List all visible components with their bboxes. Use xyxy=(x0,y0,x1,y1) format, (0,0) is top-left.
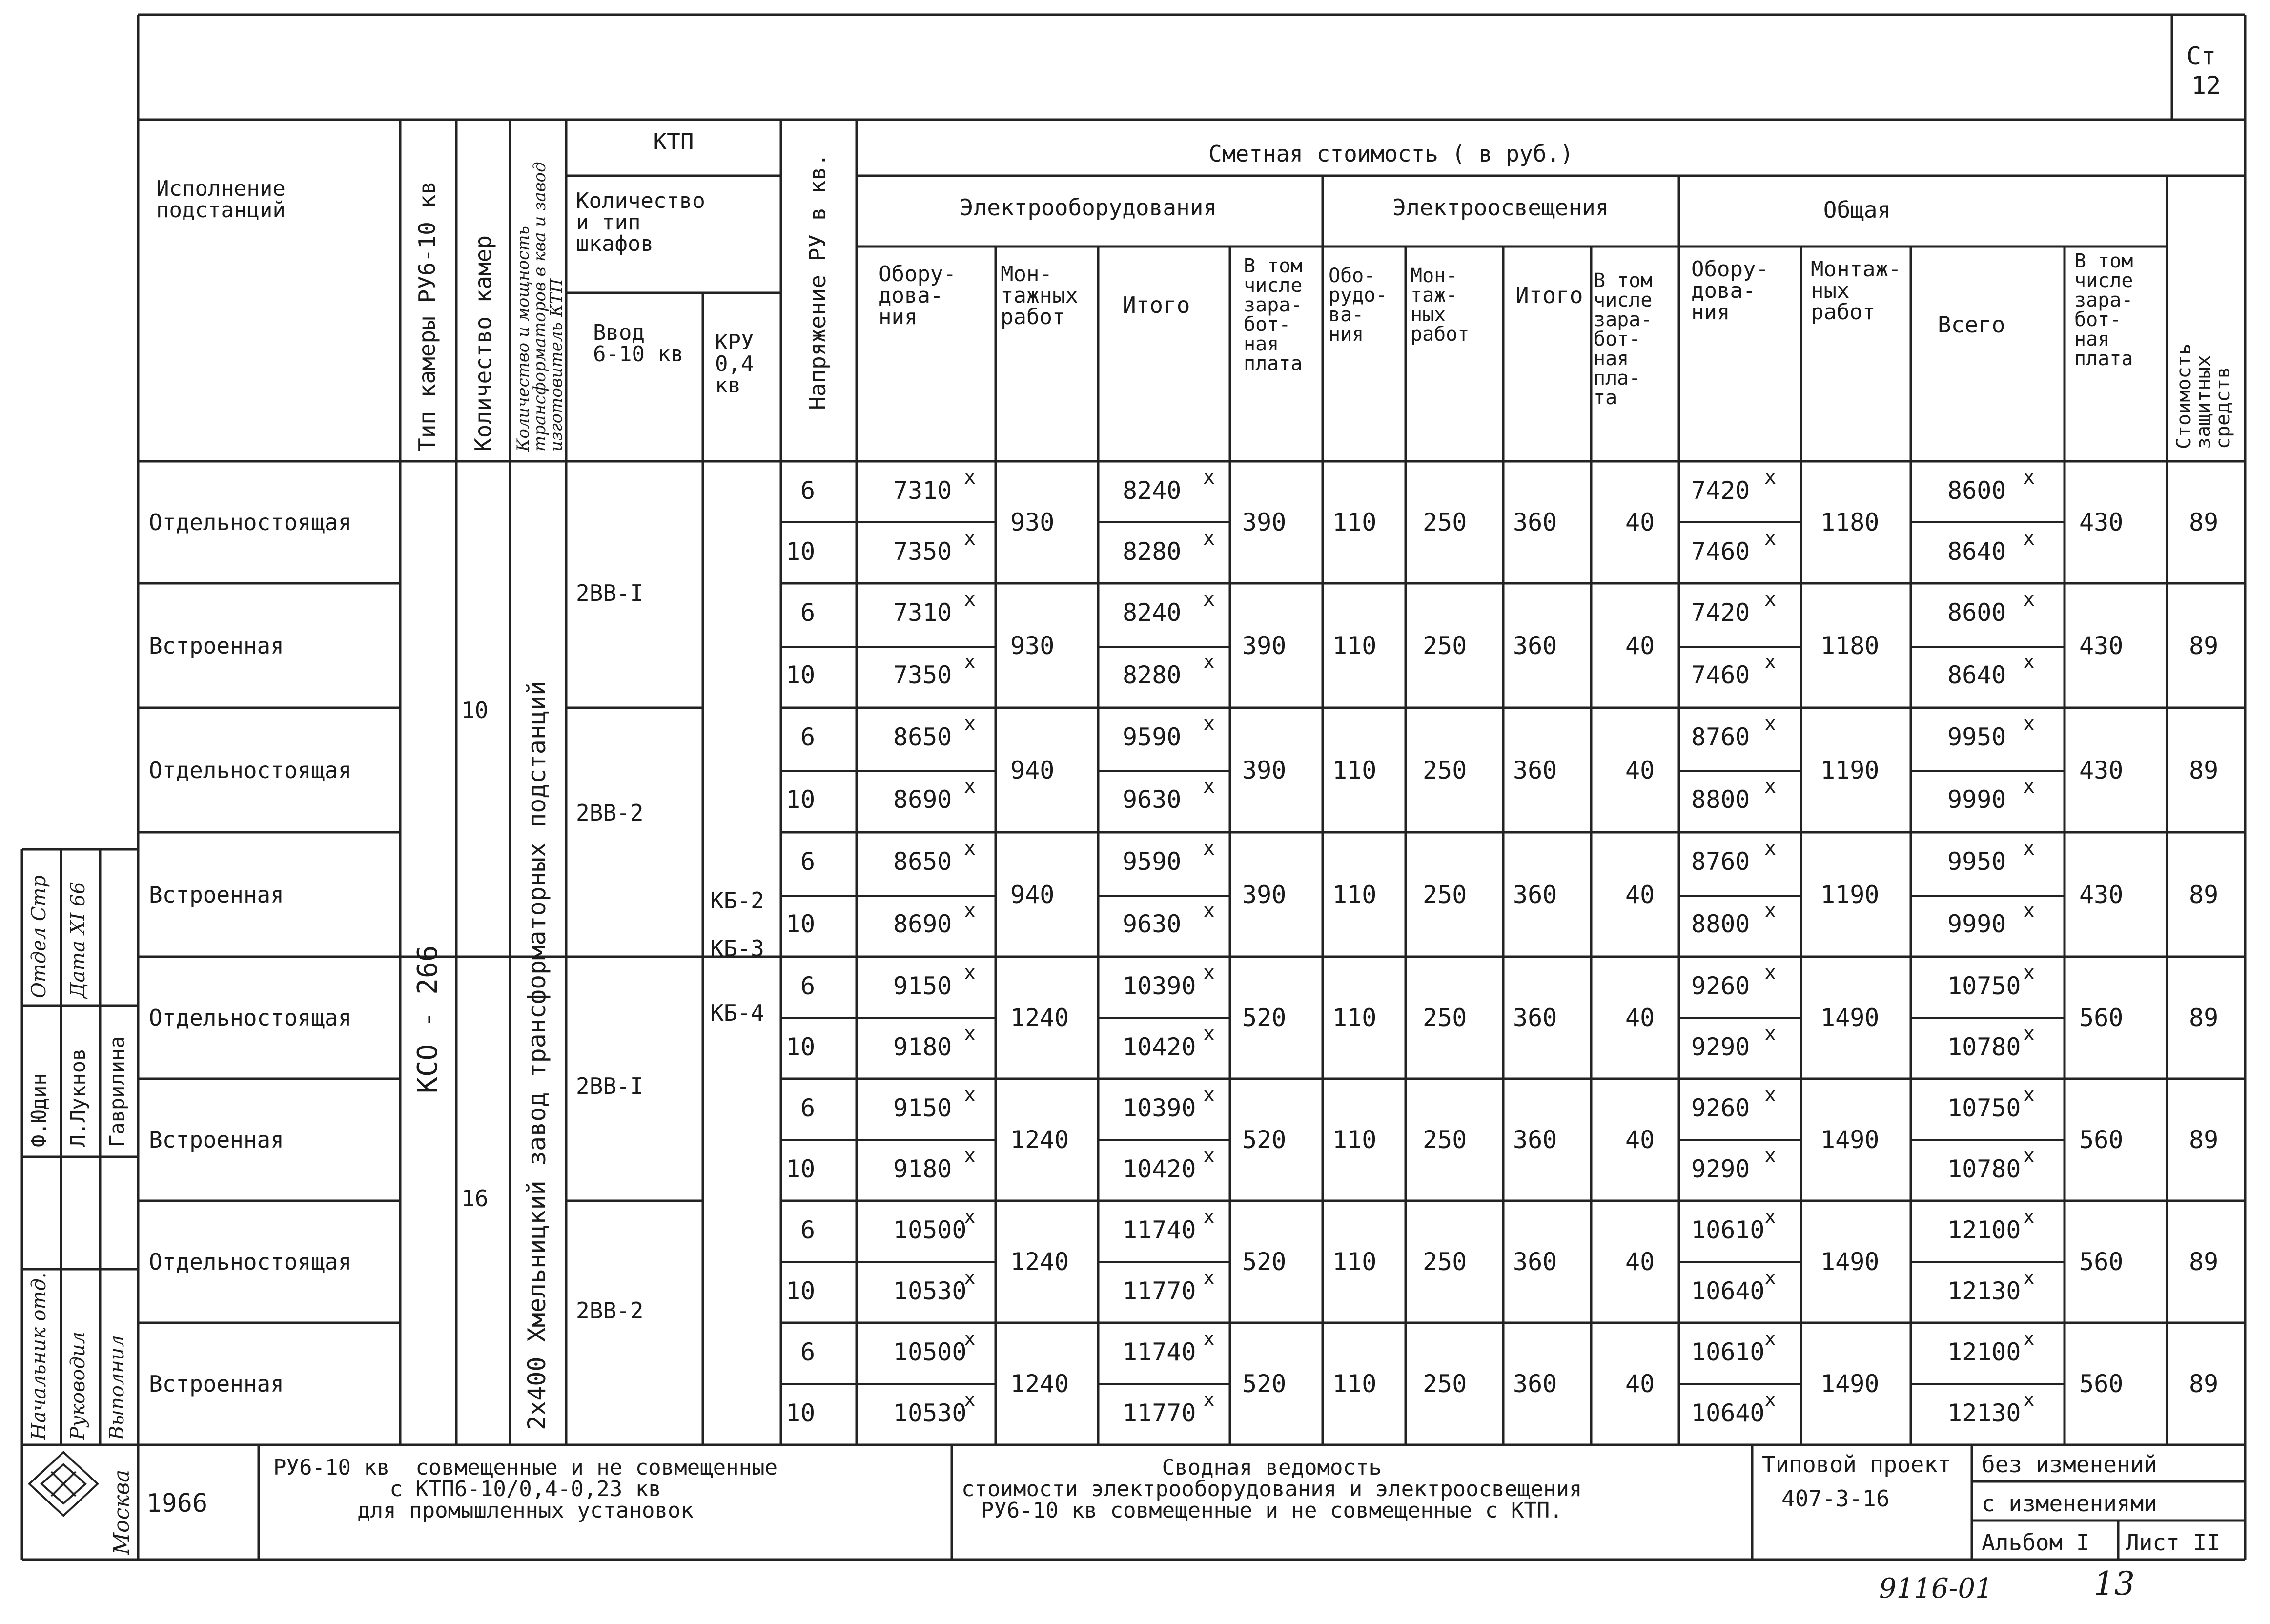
with-changes: с изменениями xyxy=(1982,1490,2158,1517)
superscript-x-mark: x xyxy=(1203,466,1215,489)
total-wage: 430 xyxy=(2079,508,2124,536)
superscript-x-mark: x xyxy=(964,527,976,550)
stamp-date: Дата XI 66 xyxy=(67,882,89,998)
install-cost: 1240 xyxy=(1010,1370,1069,1398)
light-itogo: 360 xyxy=(1513,1248,1557,1276)
total-equip-10: 10640 xyxy=(1691,1399,1765,1427)
header-t-total: Всего xyxy=(1938,311,2005,338)
superscript-x-mark: x xyxy=(2023,775,2035,798)
variant-label: Отдельностоящая xyxy=(149,1249,352,1275)
superscript-x-mark: x xyxy=(2023,837,2035,860)
total-equip-10: 7460 xyxy=(1691,660,1750,689)
total-6: 9950 xyxy=(1947,723,2006,751)
superscript-x-mark: x xyxy=(964,650,976,673)
total-equip-6: 8760 xyxy=(1691,723,1750,751)
superscript-x-mark: x xyxy=(2023,1145,2035,1167)
light-equip: 110 xyxy=(1332,1004,1377,1032)
variant-label: Встроенная xyxy=(149,632,284,659)
voltage-6: 6 xyxy=(800,847,816,876)
wage: 390 xyxy=(1242,880,1287,909)
superscript-x-mark: x xyxy=(1203,962,1215,984)
light-equip: 110 xyxy=(1332,756,1377,784)
stamp-name-1: Ф.Юдин xyxy=(27,1073,51,1147)
install-cost: 1240 xyxy=(1010,1004,1069,1032)
total-wage: 430 xyxy=(2079,756,2124,784)
superscript-x-mark: x xyxy=(964,962,976,984)
header-protection: Стоимость защитных средств xyxy=(2173,343,2234,449)
superscript-x-mark: x xyxy=(1203,1145,1215,1167)
superscript-x-mark: x xyxy=(1764,1206,1777,1228)
voltage-10: 10 xyxy=(786,537,816,566)
wage: 520 xyxy=(1242,1248,1287,1276)
header-wage: В том числе зара- бот- ная плата xyxy=(1244,255,1303,375)
voltage-10: 10 xyxy=(786,1277,816,1305)
equip-cost-10: 9180 xyxy=(893,1033,952,1061)
superscript-x-mark: x xyxy=(964,899,976,922)
kru-line-3: КБ-4 xyxy=(710,1000,764,1026)
superscript-x-mark: x xyxy=(2023,1389,2035,1411)
wage: 520 xyxy=(1242,1370,1287,1398)
voltage-6: 6 xyxy=(800,598,816,627)
superscript-x-mark: x xyxy=(2023,588,2035,611)
total-6: 8600 xyxy=(1947,476,2006,505)
light-install: 250 xyxy=(1423,631,1467,660)
equip-cost-10: 8690 xyxy=(893,909,952,938)
superscript-x-mark: x xyxy=(1203,1084,1215,1106)
header-chamber-count: Количество камер xyxy=(470,235,496,452)
total-10: 10780 xyxy=(1947,1155,2021,1183)
transformer-value: 2х400 Хмельницкий завод трансформаторных подстанций xyxy=(523,680,551,1430)
itogo-10: 9630 xyxy=(1123,785,1182,814)
superscript-x-mark: x xyxy=(964,588,976,611)
light-itogo: 360 xyxy=(1513,1126,1557,1154)
album: Альбом I xyxy=(1982,1529,2090,1556)
superscript-x-mark: x xyxy=(2023,527,2035,550)
itogo-6: 11740 xyxy=(1123,1216,1196,1244)
total-install: 1180 xyxy=(1820,508,1880,536)
itogo-6: 9590 xyxy=(1123,723,1182,751)
total-install: 1490 xyxy=(1820,1370,1880,1398)
project-number: 407-3-16 xyxy=(1781,1485,1890,1512)
total-10: 12130 xyxy=(1947,1277,2021,1305)
kru-line-2: КБ-3 xyxy=(710,935,764,962)
header-variant: Исполнение подстанций xyxy=(156,176,286,223)
doc-title: Сводная ведомость стоимости электрооборудования и электроосвещения РУ6-10 кв совмещенные и не совмещенные с КТП. xyxy=(961,1455,1582,1523)
light-install: 250 xyxy=(1423,756,1467,784)
total-equip-10: 7460 xyxy=(1691,537,1750,566)
superscript-x-mark: x xyxy=(2023,1267,2035,1289)
light-itogo: 360 xyxy=(1513,631,1557,660)
voltage-6: 6 xyxy=(800,1094,816,1122)
superscript-x-mark: x xyxy=(1764,1328,1777,1350)
superscript-x-mark: x xyxy=(1764,1084,1777,1106)
superscript-x-mark: x xyxy=(1203,899,1215,922)
stamp-role-1: Начальник отд. xyxy=(28,1272,50,1440)
variant-label: Встроенная xyxy=(149,1371,284,1397)
superscript-x-mark: x xyxy=(964,775,976,798)
light-itogo: 360 xyxy=(1513,508,1557,536)
chamber-type-value: КСО - 266 xyxy=(412,945,444,1093)
light-wage: 40 xyxy=(1625,1004,1655,1032)
header-t-install: Монтаж- ных работ xyxy=(1811,257,1902,325)
stamp-name-3: Гаврилина xyxy=(105,1036,129,1147)
total-wage: 560 xyxy=(2079,1004,2124,1032)
equip-cost-6: 8650 xyxy=(893,847,952,876)
superscript-x-mark: x xyxy=(1203,588,1215,611)
superscript-x-mark: x xyxy=(2023,1328,2035,1350)
install-cost: 930 xyxy=(1010,631,1055,660)
superscript-x-mark: x xyxy=(964,1145,976,1167)
total-6: 10750 xyxy=(1947,972,2021,1000)
header-lighting: Электроосвещения xyxy=(1392,194,1609,221)
header-cabinets: Количество и тип шкафов xyxy=(576,188,705,256)
total-install: 1190 xyxy=(1820,756,1880,784)
header-input: Ввод 6-10 кв xyxy=(593,320,684,367)
light-install: 250 xyxy=(1423,1248,1467,1276)
superscript-x-mark: x xyxy=(1764,899,1777,922)
protection-cost: 89 xyxy=(2189,880,2219,909)
stamp-role-3: Выполнил xyxy=(106,1335,128,1440)
superscript-x-mark: x xyxy=(1203,1267,1215,1289)
light-equip: 110 xyxy=(1332,1126,1377,1154)
total-wage: 560 xyxy=(2079,1370,2124,1398)
itogo-10: 8280 xyxy=(1123,660,1182,689)
equip-cost-10: 8690 xyxy=(893,785,952,814)
voltage-6: 6 xyxy=(800,1216,816,1244)
voltage-10: 10 xyxy=(786,1155,816,1183)
header-t-equip: Обору- дова- ния xyxy=(1691,257,1769,325)
header-itogo: Итого xyxy=(1123,292,1190,318)
light-wage: 40 xyxy=(1625,1370,1655,1398)
wage: 390 xyxy=(1242,631,1287,660)
variant-label: Встроенная xyxy=(149,1127,284,1153)
total-install: 1490 xyxy=(1820,1248,1880,1276)
total-6: 8600 xyxy=(1947,598,2006,627)
variant-label: Встроенная xyxy=(149,881,284,908)
total-10: 8640 xyxy=(1947,537,2006,566)
wage: 390 xyxy=(1242,508,1287,536)
light-wage: 40 xyxy=(1625,756,1655,784)
itogo-6: 8240 xyxy=(1123,598,1182,627)
superscript-x-mark: x xyxy=(2023,899,2035,922)
total-equip-6: 7420 xyxy=(1691,598,1750,627)
chamber-count-bottom: 16 xyxy=(461,1185,489,1212)
total-wage: 430 xyxy=(2079,631,2124,660)
superscript-x-mark: x xyxy=(964,1206,976,1228)
header-ktp: КТП xyxy=(653,128,694,155)
subject: РУ6-10 кв совмещенные и не совмещенные с КТП6-10/0,4-0,23 кв для промышленных установок xyxy=(273,1455,778,1523)
install-cost: 1240 xyxy=(1010,1248,1069,1276)
input-group-3: 2ВВ-I xyxy=(576,1073,644,1099)
install-cost: 940 xyxy=(1010,880,1055,909)
light-equip: 110 xyxy=(1332,631,1377,660)
superscript-x-mark: x xyxy=(1764,527,1777,550)
superscript-x-mark: x xyxy=(1764,466,1777,489)
protection-cost: 89 xyxy=(2189,508,2219,536)
superscript-x-mark: x xyxy=(1764,1267,1777,1289)
total-install: 1190 xyxy=(1820,880,1880,909)
wage: 390 xyxy=(1242,756,1287,784)
total-10: 9990 xyxy=(1947,909,2006,938)
footer-page: 13 xyxy=(2094,1565,2135,1603)
total-install: 1490 xyxy=(1820,1004,1880,1032)
header-voltage: Напряжение РУ в кв. xyxy=(804,153,831,410)
superscript-x-mark: x xyxy=(1764,775,1777,798)
superscript-x-mark: x xyxy=(1764,650,1777,673)
equip-cost-6: 9150 xyxy=(893,1094,952,1122)
light-equip: 110 xyxy=(1332,1248,1377,1276)
equip-cost-6: 10500 xyxy=(893,1216,967,1244)
total-10: 12130 xyxy=(1947,1399,2021,1427)
header-electro: Электрооборудования xyxy=(960,194,1217,221)
itogo-10: 10420 xyxy=(1123,1155,1196,1183)
equip-cost-6: 9150 xyxy=(893,972,952,1000)
voltage-10: 10 xyxy=(786,909,816,938)
wage: 520 xyxy=(1242,1126,1287,1154)
itogo-6: 11740 xyxy=(1123,1338,1196,1366)
total-6: 12100 xyxy=(1947,1216,2021,1244)
superscript-x-mark: x xyxy=(964,1389,976,1411)
superscript-x-mark: x xyxy=(964,1267,976,1289)
equip-cost-10: 7350 xyxy=(893,660,952,689)
equip-cost-6: 8650 xyxy=(893,723,952,751)
input-group-1: 2ВВ-I xyxy=(576,580,644,606)
variant-label: Отдельностоящая xyxy=(149,757,352,783)
sheet-number: 12 xyxy=(2191,71,2221,100)
superscript-x-mark: x xyxy=(964,1328,976,1350)
superscript-x-mark: x xyxy=(1764,1023,1777,1045)
superscript-x-mark: x xyxy=(2023,650,2035,673)
total-6: 10750 xyxy=(1947,1094,2021,1122)
voltage-10: 10 xyxy=(786,660,816,689)
superscript-x-mark: x xyxy=(964,466,976,489)
superscript-x-mark: x xyxy=(2023,1084,2035,1106)
project-label: Типовой проект xyxy=(1762,1451,1951,1478)
superscript-x-mark: x xyxy=(1203,1389,1215,1411)
year: 1966 xyxy=(146,1489,208,1518)
protection-cost: 89 xyxy=(2189,1370,2219,1398)
total-wage: 430 xyxy=(2079,880,2124,909)
total-wage: 560 xyxy=(2079,1126,2124,1154)
light-install: 250 xyxy=(1423,1370,1467,1398)
superscript-x-mark: x xyxy=(2023,1023,2035,1045)
equip-cost-10: 7350 xyxy=(893,537,952,566)
total-equip-10: 8800 xyxy=(1691,909,1750,938)
total-equip-10: 8800 xyxy=(1691,785,1750,814)
total-6: 12100 xyxy=(1947,1338,2021,1366)
protection-cost: 89 xyxy=(2189,1248,2219,1276)
total-equip-10: 9290 xyxy=(1691,1155,1750,1183)
header-kru: КРУ 0,4 кв xyxy=(715,330,754,398)
superscript-x-mark: x xyxy=(1764,713,1777,735)
total-equip-6: 8760 xyxy=(1691,847,1750,876)
superscript-x-mark: x xyxy=(1203,713,1215,735)
light-itogo: 360 xyxy=(1513,880,1557,909)
install-cost: 930 xyxy=(1010,508,1055,536)
itogo-10: 8280 xyxy=(1123,537,1182,566)
equip-cost-10: 10530 xyxy=(893,1399,967,1427)
protection-cost: 89 xyxy=(2189,756,2219,784)
kru-line-1: КБ-2 xyxy=(710,887,764,914)
superscript-x-mark: x xyxy=(1203,527,1215,550)
total-6: 9950 xyxy=(1947,847,2006,876)
superscript-x-mark: x xyxy=(1203,775,1215,798)
footer-code: 9116-01 xyxy=(1879,1573,1993,1604)
light-install: 250 xyxy=(1423,508,1467,536)
stamp-name-2: Л.Лукнов xyxy=(66,1048,90,1147)
voltage-6: 6 xyxy=(800,972,816,1000)
equip-cost-10: 9180 xyxy=(893,1155,952,1183)
superscript-x-mark: x xyxy=(1764,1145,1777,1167)
superscript-x-mark: x xyxy=(964,1023,976,1045)
header-l-itogo: Итого xyxy=(1515,282,1583,308)
light-itogo: 360 xyxy=(1513,1004,1557,1032)
itogo-6: 9590 xyxy=(1123,847,1182,876)
header-install: Мон- тажных работ xyxy=(1001,262,1078,329)
total-10: 8640 xyxy=(1947,660,2006,689)
voltage-6: 6 xyxy=(800,476,816,505)
superscript-x-mark: x xyxy=(2023,713,2035,735)
superscript-x-mark: x xyxy=(1764,1389,1777,1411)
header-t-wage: В том числе зара- бот- ная плата xyxy=(2074,250,2133,370)
sheet-label: Ст xyxy=(2187,42,2216,70)
total-equip-6: 9260 xyxy=(1691,1094,1750,1122)
no-changes: без изменений xyxy=(1982,1451,2158,1478)
light-install: 250 xyxy=(1423,880,1467,909)
superscript-x-mark: x xyxy=(1203,1206,1215,1228)
itogo-6: 10390 xyxy=(1123,1094,1196,1122)
header-l-install: Мон- таж- ных работ xyxy=(1411,265,1470,346)
voltage-6: 6 xyxy=(800,723,816,751)
institute-logo xyxy=(29,1452,98,1516)
total-equip-6: 7420 xyxy=(1691,476,1750,505)
voltage-6: 6 xyxy=(800,1338,816,1366)
superscript-x-mark: x xyxy=(964,1084,976,1106)
light-wage: 40 xyxy=(1625,880,1655,909)
protection-cost: 89 xyxy=(2189,1126,2219,1154)
equip-cost-10: 10530 xyxy=(893,1277,967,1305)
light-wage: 40 xyxy=(1625,508,1655,536)
superscript-x-mark: x xyxy=(1203,1023,1215,1045)
light-wage: 40 xyxy=(1625,631,1655,660)
light-equip: 110 xyxy=(1332,880,1377,909)
light-install: 250 xyxy=(1423,1004,1467,1032)
light-equip: 110 xyxy=(1332,1370,1377,1398)
equip-cost-6: 10500 xyxy=(893,1338,967,1366)
chamber-count-top: 10 xyxy=(461,697,489,723)
light-itogo: 360 xyxy=(1513,1370,1557,1398)
stamp-dept: Отдел Сmp xyxy=(28,875,50,998)
light-wage: 40 xyxy=(1625,1126,1655,1154)
itogo-6: 8240 xyxy=(1123,476,1182,505)
wage: 520 xyxy=(1242,1004,1287,1032)
input-group-4: 2ВВ-2 xyxy=(576,1297,644,1324)
superscript-x-mark: x xyxy=(1764,837,1777,860)
light-equip: 110 xyxy=(1332,508,1377,536)
total-equip-6: 10610 xyxy=(1691,1338,1765,1366)
light-wage: 40 xyxy=(1625,1248,1655,1276)
voltage-10: 10 xyxy=(786,1033,816,1061)
light-itogo: 360 xyxy=(1513,756,1557,784)
total-equip-6: 10610 xyxy=(1691,1216,1765,1244)
input-group-2: 2ВВ-2 xyxy=(576,800,644,826)
header-equip: Обору- дова- ния xyxy=(879,262,956,329)
superscript-x-mark: x xyxy=(2023,466,2035,489)
superscript-x-mark: x xyxy=(2023,1206,2035,1228)
header-l-wage: В том числе зара- бот- ная пла- та xyxy=(1594,269,1653,409)
itogo-6: 10390 xyxy=(1123,972,1196,1000)
superscript-x-mark: x xyxy=(964,713,976,735)
header-estimate: Сметная стоимость ( в руб.) xyxy=(1208,141,1574,167)
variant-label: Отдельностоящая xyxy=(149,509,352,535)
total-10: 10780 xyxy=(1947,1033,2021,1061)
equip-cost-6: 7310 xyxy=(893,476,952,505)
superscript-x-mark: x xyxy=(2023,962,2035,984)
stamp-city: Москва xyxy=(109,1469,134,1555)
voltage-10: 10 xyxy=(786,785,816,814)
protection-cost: 89 xyxy=(2189,631,2219,660)
total-equip-10: 9290 xyxy=(1691,1033,1750,1061)
header-transformers: Количество и мощность трансформаторов в ква и завод изготовитель КТП xyxy=(513,162,566,452)
total-equip-10: 10640 xyxy=(1691,1277,1765,1305)
total-install: 1180 xyxy=(1820,631,1880,660)
itogo-10: 11770 xyxy=(1123,1399,1196,1427)
superscript-x-mark: x xyxy=(1764,962,1777,984)
header-total-group: Общая xyxy=(1823,197,1891,223)
install-cost: 1240 xyxy=(1010,1126,1069,1154)
superscript-x-mark: x xyxy=(1203,837,1215,860)
install-cost: 940 xyxy=(1010,756,1055,784)
total-wage: 560 xyxy=(2079,1248,2124,1276)
total-equip-6: 9260 xyxy=(1691,972,1750,1000)
itogo-10: 11770 xyxy=(1123,1277,1196,1305)
equip-cost-6: 7310 xyxy=(893,598,952,627)
stamp-role-2: Руководил xyxy=(67,1331,89,1440)
itogo-10: 9630 xyxy=(1123,909,1182,938)
superscript-x-mark: x xyxy=(964,837,976,860)
total-10: 9990 xyxy=(1947,785,2006,814)
light-install: 250 xyxy=(1423,1126,1467,1154)
header-chamber-type: Тип камеры РУ6-10 кв xyxy=(414,181,440,452)
itogo-10: 10420 xyxy=(1123,1033,1196,1061)
total-install: 1490 xyxy=(1820,1126,1880,1154)
superscript-x-mark: x xyxy=(1764,588,1777,611)
sheet: Лист II xyxy=(2126,1529,2220,1556)
superscript-x-mark: x xyxy=(1203,1328,1215,1350)
variant-label: Отдельностоящая xyxy=(149,1005,352,1031)
voltage-10: 10 xyxy=(786,1399,816,1427)
protection-cost: 89 xyxy=(2189,1004,2219,1032)
superscript-x-mark: x xyxy=(1203,650,1215,673)
header-l-equip: Обо- рудо- ва- ния xyxy=(1329,265,1388,346)
